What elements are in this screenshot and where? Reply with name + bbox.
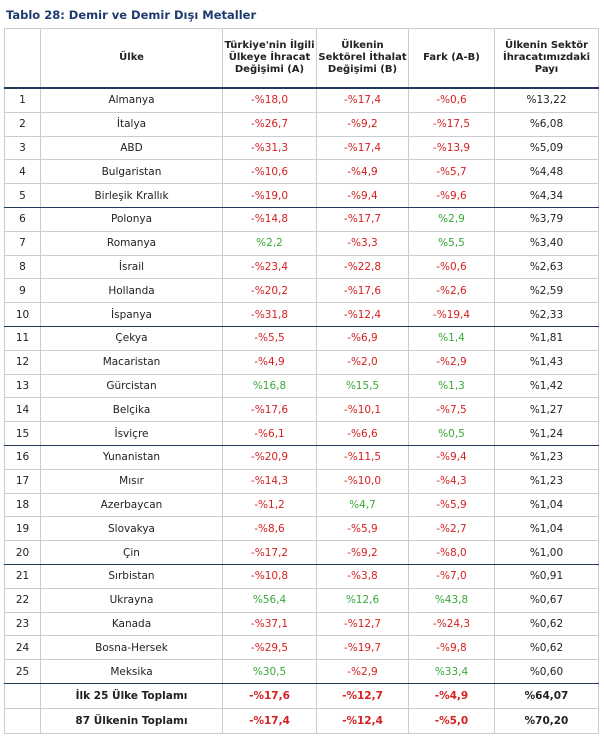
header-export-change: Türkiye'nin İlgili Ülkeye İhracat Değişimi (A)	[223, 29, 317, 89]
total-export-change-cell: -%17,4	[223, 708, 317, 733]
export-change-cell: -%1,2	[223, 493, 317, 517]
export-change-cell: -%8,6	[223, 517, 317, 541]
difference-cell: %1,4	[409, 326, 495, 350]
share-cell: %2,63	[495, 255, 599, 279]
blank-cell	[5, 683, 41, 708]
header-country: Ülke	[41, 29, 223, 89]
export-change-cell: -%29,5	[223, 636, 317, 660]
share-cell: %1,81	[495, 326, 599, 350]
share-cell: %1,04	[495, 517, 599, 541]
total-row	[5, 683, 599, 708]
header-row	[5, 29, 599, 89]
share-cell: %5,09	[495, 136, 599, 160]
total-share-cell: %70,20	[495, 708, 599, 733]
share-cell: %1,04	[495, 493, 599, 517]
country-cell: Ukrayna	[41, 588, 223, 612]
share-cell: %1,24	[495, 422, 599, 446]
share-cell: %1,27	[495, 398, 599, 422]
rank-cell: 11	[5, 326, 41, 350]
export-change-cell: -%10,8	[223, 564, 317, 588]
difference-cell: -%5,7	[409, 160, 495, 184]
rank-cell: 14	[5, 398, 41, 422]
export-change-cell: -%4,9	[223, 350, 317, 374]
total-row	[5, 708, 599, 733]
country-cell: Birleşik Krallık	[41, 184, 223, 208]
table-row	[5, 88, 599, 112]
difference-cell: -%13,9	[409, 136, 495, 160]
difference-cell: %33,4	[409, 660, 495, 684]
difference-cell: %5,5	[409, 231, 495, 255]
header-import-change: Ülkenin Sektörel İthalat Değişimi (B)	[317, 29, 409, 89]
country-cell: Almanya	[41, 88, 223, 112]
country-cell: Mısır	[41, 469, 223, 493]
table-row	[5, 660, 599, 684]
import-change-cell: -%17,6	[317, 279, 409, 303]
export-change-cell: -%17,6	[223, 398, 317, 422]
country-cell: Çekya	[41, 326, 223, 350]
table-row	[5, 279, 599, 303]
difference-cell: -%9,8	[409, 636, 495, 660]
share-cell: %1,42	[495, 374, 599, 398]
export-change-cell: -%17,2	[223, 541, 317, 565]
import-change-cell: -%5,9	[317, 517, 409, 541]
export-change-cell: %56,4	[223, 588, 317, 612]
export-change-cell: -%20,2	[223, 279, 317, 303]
country-cell: Romanya	[41, 231, 223, 255]
metals-table	[4, 28, 599, 734]
import-change-cell: -%10,0	[317, 469, 409, 493]
difference-cell: -%4,3	[409, 469, 495, 493]
rank-cell: 17	[5, 469, 41, 493]
import-change-cell: -%12,4	[317, 303, 409, 327]
difference-cell: -%5,9	[409, 493, 495, 517]
share-cell: %2,59	[495, 279, 599, 303]
country-cell: Çin	[41, 541, 223, 565]
rank-cell: 19	[5, 517, 41, 541]
table-title: Tablo 28: Demir ve Demir Dışı Metaller	[6, 8, 257, 22]
difference-cell: -%8,0	[409, 541, 495, 565]
difference-cell: %43,8	[409, 588, 495, 612]
rank-cell: 9	[5, 279, 41, 303]
share-cell: %4,48	[495, 160, 599, 184]
import-change-cell: -%6,6	[317, 422, 409, 446]
export-change-cell: -%26,7	[223, 112, 317, 136]
import-change-cell: -%4,9	[317, 160, 409, 184]
rank-cell: 24	[5, 636, 41, 660]
import-change-cell: -%9,4	[317, 184, 409, 208]
difference-cell: -%0,6	[409, 255, 495, 279]
difference-cell: -%17,5	[409, 112, 495, 136]
total-import-change-cell: -%12,4	[317, 708, 409, 733]
country-cell: Bulgaristan	[41, 160, 223, 184]
share-cell: %0,91	[495, 564, 599, 588]
export-change-cell: -%20,9	[223, 445, 317, 469]
table-row	[5, 184, 599, 208]
import-change-cell: -%11,5	[317, 445, 409, 469]
share-cell: %1,23	[495, 445, 599, 469]
share-cell: %4,34	[495, 184, 599, 208]
total-export-change-cell: -%17,6	[223, 683, 317, 708]
import-change-cell: -%3,8	[317, 564, 409, 588]
difference-cell: %2,9	[409, 207, 495, 231]
import-change-cell: -%10,1	[317, 398, 409, 422]
country-cell: Azerbaycan	[41, 493, 223, 517]
table-row	[5, 517, 599, 541]
rank-cell: 12	[5, 350, 41, 374]
share-cell: %0,62	[495, 612, 599, 636]
rank-cell: 10	[5, 303, 41, 327]
export-change-cell: %2,2	[223, 231, 317, 255]
import-change-cell: -%12,7	[317, 612, 409, 636]
difference-cell: -%2,9	[409, 350, 495, 374]
share-cell: %1,00	[495, 541, 599, 565]
total-label-cell: 87 Ülkenin Toplamı	[41, 708, 223, 733]
difference-cell: -%9,6	[409, 184, 495, 208]
table-row	[5, 422, 599, 446]
blank-cell	[5, 708, 41, 733]
country-cell: Sırbistan	[41, 564, 223, 588]
rank-cell: 6	[5, 207, 41, 231]
export-change-cell: %16,8	[223, 374, 317, 398]
difference-cell: -%24,3	[409, 612, 495, 636]
table-row	[5, 231, 599, 255]
difference-cell: %1,3	[409, 374, 495, 398]
table-row	[5, 136, 599, 160]
share-cell: %13,22	[495, 88, 599, 112]
difference-cell: -%9,4	[409, 445, 495, 469]
country-cell: İsviçre	[41, 422, 223, 446]
share-cell: %3,79	[495, 207, 599, 231]
share-cell: %1,23	[495, 469, 599, 493]
difference-cell: -%19,4	[409, 303, 495, 327]
country-cell: Polonya	[41, 207, 223, 231]
import-change-cell: -%19,7	[317, 636, 409, 660]
import-change-cell: %4,7	[317, 493, 409, 517]
export-change-cell: -%37,1	[223, 612, 317, 636]
difference-cell: -%2,6	[409, 279, 495, 303]
rank-cell: 5	[5, 184, 41, 208]
rank-cell: 16	[5, 445, 41, 469]
rank-cell: 22	[5, 588, 41, 612]
country-cell: Slovakya	[41, 517, 223, 541]
import-change-cell: %12,6	[317, 588, 409, 612]
table-row	[5, 350, 599, 374]
rank-cell: 25	[5, 660, 41, 684]
country-cell: Macaristan	[41, 350, 223, 374]
share-cell: %0,67	[495, 588, 599, 612]
share-cell: %2,33	[495, 303, 599, 327]
import-change-cell: -%9,2	[317, 541, 409, 565]
country-cell: İtalya	[41, 112, 223, 136]
export-change-cell: -%19,0	[223, 184, 317, 208]
table-row	[5, 588, 599, 612]
rank-cell: 23	[5, 612, 41, 636]
total-label-cell: İlk 25 Ülke Toplamı	[41, 683, 223, 708]
table-row	[5, 112, 599, 136]
country-cell: ABD	[41, 136, 223, 160]
rank-cell: 8	[5, 255, 41, 279]
table-row	[5, 374, 599, 398]
total-import-change-cell: -%12,7	[317, 683, 409, 708]
import-change-cell: -%17,4	[317, 88, 409, 112]
export-change-cell: %30,5	[223, 660, 317, 684]
import-change-cell: -%3,3	[317, 231, 409, 255]
import-change-cell: -%2,9	[317, 660, 409, 684]
export-change-cell: -%14,8	[223, 207, 317, 231]
rank-cell: 15	[5, 422, 41, 446]
total-difference-cell: -%4,9	[409, 683, 495, 708]
export-change-cell: -%31,3	[223, 136, 317, 160]
rank-cell: 13	[5, 374, 41, 398]
table-row	[5, 445, 599, 469]
import-change-cell: -%17,4	[317, 136, 409, 160]
header-share: Ülkenin Sektör İhracatımızdaki Payı	[495, 29, 599, 89]
table-row	[5, 564, 599, 588]
export-change-cell: -%23,4	[223, 255, 317, 279]
country-cell: Yunanistan	[41, 445, 223, 469]
difference-cell: -%0,6	[409, 88, 495, 112]
export-change-cell: -%31,8	[223, 303, 317, 327]
export-change-cell: -%10,6	[223, 160, 317, 184]
rank-cell: 4	[5, 160, 41, 184]
import-change-cell: %15,5	[317, 374, 409, 398]
difference-cell: -%2,7	[409, 517, 495, 541]
total-share-cell: %64,07	[495, 683, 599, 708]
country-cell: Gürcistan	[41, 374, 223, 398]
rank-cell: 20	[5, 541, 41, 565]
table-row	[5, 398, 599, 422]
table-row	[5, 326, 599, 350]
table-row	[5, 636, 599, 660]
difference-cell: %0,5	[409, 422, 495, 446]
table-row	[5, 160, 599, 184]
country-cell: İspanya	[41, 303, 223, 327]
difference-cell: -%7,5	[409, 398, 495, 422]
country-cell: Kanada	[41, 612, 223, 636]
share-cell: %0,60	[495, 660, 599, 684]
export-change-cell: -%5,5	[223, 326, 317, 350]
country-cell: Hollanda	[41, 279, 223, 303]
import-change-cell: -%2,0	[317, 350, 409, 374]
import-change-cell: -%22,8	[317, 255, 409, 279]
rank-cell: 2	[5, 112, 41, 136]
table-row	[5, 255, 599, 279]
total-difference-cell: -%5,0	[409, 708, 495, 733]
export-change-cell: -%6,1	[223, 422, 317, 446]
import-change-cell: -%17,7	[317, 207, 409, 231]
share-cell: %1,43	[495, 350, 599, 374]
header-difference: Fark (A-B)	[409, 29, 495, 89]
table-row	[5, 541, 599, 565]
export-change-cell: -%18,0	[223, 88, 317, 112]
share-cell: %0,62	[495, 636, 599, 660]
rank-cell: 7	[5, 231, 41, 255]
rank-cell: 21	[5, 564, 41, 588]
country-cell: Meksika	[41, 660, 223, 684]
country-cell: Bosna-Hersek	[41, 636, 223, 660]
import-change-cell: -%9,2	[317, 112, 409, 136]
share-cell: %3,40	[495, 231, 599, 255]
share-cell: %6,08	[495, 112, 599, 136]
table-row	[5, 207, 599, 231]
table-row	[5, 612, 599, 636]
header-rank	[5, 29, 41, 89]
export-change-cell: -%14,3	[223, 469, 317, 493]
table-row	[5, 469, 599, 493]
difference-cell: -%7,0	[409, 564, 495, 588]
country-cell: İsrail	[41, 255, 223, 279]
rank-cell: 3	[5, 136, 41, 160]
table-row	[5, 493, 599, 517]
table-row	[5, 303, 599, 327]
import-change-cell: -%6,9	[317, 326, 409, 350]
country-cell: Belçika	[41, 398, 223, 422]
rank-cell: 1	[5, 88, 41, 112]
rank-cell: 18	[5, 493, 41, 517]
